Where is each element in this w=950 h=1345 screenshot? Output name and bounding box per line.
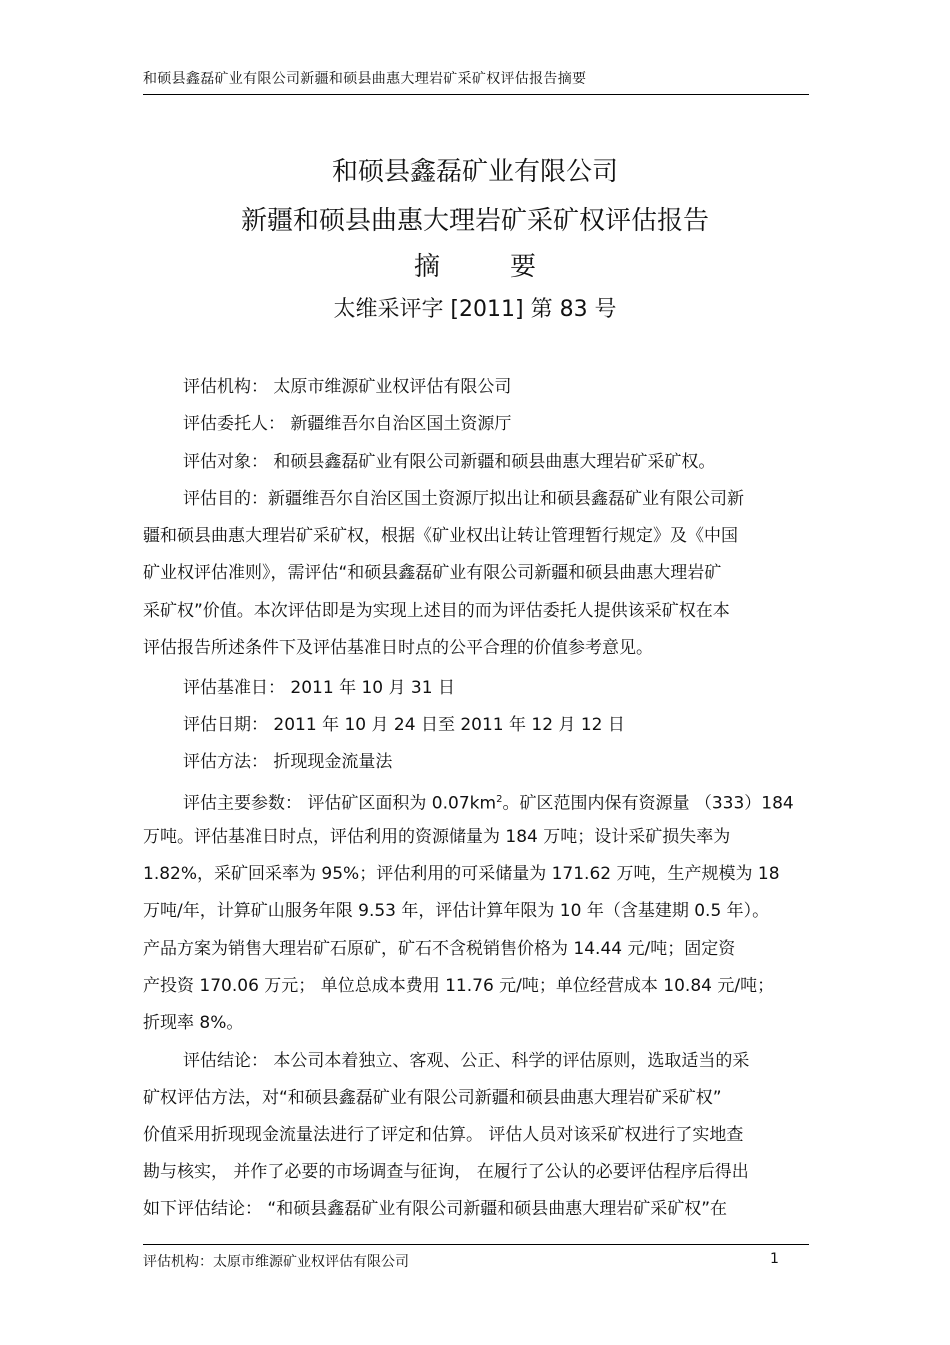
body-line: 评估日期： 2011 年 10 月 24 日至 2011 年 12 月 12 日 [183, 715, 625, 735]
body-line: 1.82%，采矿回采率为 95%；评估利用的可采储量为 171.62 万吨，生产规模为 18 [143, 864, 780, 884]
body-line: 勘与核实， 并作了必要的市场调查与征询， 在履行了公认的必要评估程序后得出 [143, 1162, 749, 1182]
header-rule [143, 94, 809, 95]
running-header: 和硕县鑫磊矿业有限公司新疆和硕县曲惠大理岩矿采矿权评估报告摘要 [143, 71, 587, 87]
summary-char-1: 摘 [413, 252, 440, 282]
page-number: 1 [770, 1251, 779, 1267]
body-line: 矿业权评估准则》，需评估“和硕县鑫磊矿业有限公司新疆和硕县曲惠大理岩矿 [143, 563, 722, 583]
body-line: 评估方法： 折现现金流量法 [183, 752, 393, 772]
body-line: 折现率 8%。 [143, 1013, 244, 1033]
body-line: 价值采用折现现金流量法进行了评定和估算。 评估人员对该采矿权进行了实地查 [143, 1125, 744, 1145]
summary-char-2: 要 [510, 252, 537, 282]
body-line: 评估委托人： 新疆维吾尔自治区国土资源厅 [183, 414, 512, 434]
body-line: 万吨/年，计算矿山服务年限 9.53 年，评估计算年限为 10 年（含基建期 0.5 年）。 [143, 901, 770, 921]
body-line: 疆和硕县曲惠大理岩矿采矿权，根据《矿业权出让转让管理暂行规定》及《中国 [143, 526, 738, 546]
body-line: 评估基准日： 2011 年 10 月 31 日 [183, 678, 455, 698]
title-report: 新疆和硕县曲惠大理岩矿采矿权评估报告 [240, 206, 709, 236]
body-line-part: 。矿区范围内保有资源量 （333）184 [502, 793, 794, 814]
title-summary [0, 246, 950, 283]
body-line: 评估结论： 本公司本着独立、客观、公正、科学的评估原则，选取适当的采 [183, 1051, 750, 1071]
body-line: 产品方案为销售大理岩矿石原矿，矿石不含税销售价格为 14.44 元/吨；固定资 [143, 939, 736, 959]
body-line: 如下评估结论： “和硕县鑫磊矿业有限公司新疆和硕县曲惠大理岩矿采矿权”在 [143, 1199, 728, 1219]
document-number: 太维采评字 [2011] 第 83 号 [333, 297, 617, 322]
body-line [183, 788, 794, 816]
title-company: 和硕县鑫磊矿业有限公司 [331, 157, 618, 187]
body-line: 评估目的：新疆维吾尔自治区国土资源厅拟出让和硕县鑫磊矿业有限公司新 [183, 489, 744, 509]
footer-org: 评估机构：太原市维源矿业权评估有限公司 [143, 1254, 409, 1270]
body-line: 采矿权”价值。本次评估即是为实现上述目的而为评估委托人提供该采矿权在本 [143, 601, 730, 621]
body-line: 万吨。评估基准日时点，评估利用的资源储量为 184 万吨；设计采矿损失率为 [143, 827, 731, 847]
body-line: 矿权评估方法，对“和硕县鑫磊矿业有限公司新疆和硕县曲惠大理岩矿采矿权” [143, 1088, 722, 1108]
body-line: 评估对象： 和硕县鑫磊矿业有限公司新疆和硕县曲惠大理岩矿采矿权。 [183, 452, 716, 472]
body-line: 评估报告所述条件下及评估基准日时点的公平合理的价值参考意见。 [143, 638, 653, 658]
body-line: 评估机构： 太原市维源矿业权评估有限公司 [183, 377, 512, 397]
body-line: 产投资 170.06 万元； 单位总成本费用 11.76 元/吨；单位经营成本 10.84 元/吨； [143, 976, 775, 996]
superscript: 2 [496, 794, 503, 805]
footer-rule [143, 1244, 809, 1245]
body-line-part: 评估主要参数： 评估矿区面积为 0.07km [183, 793, 497, 814]
